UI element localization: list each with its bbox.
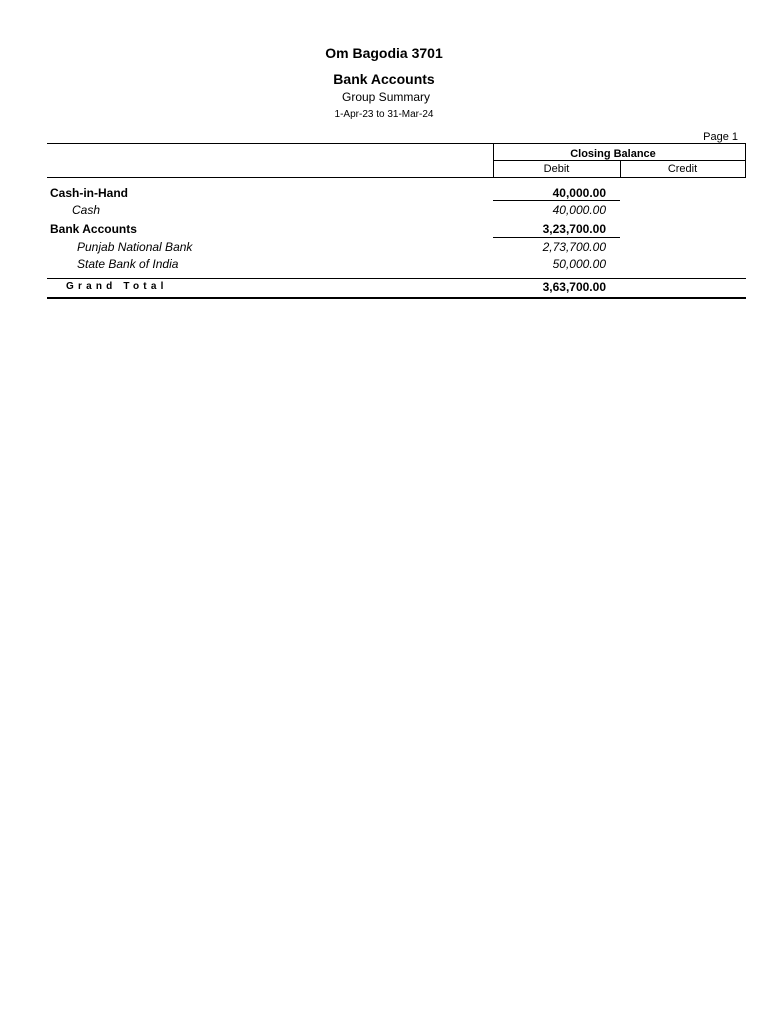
ledger-row-label: Cash [72,203,101,217]
report-subtitle: Group Summary [342,90,431,104]
group-row-debit: 3,23,700.00 [542,222,606,236]
credit-column-header: Credit [667,163,698,175]
ledger-row-debit: 40,000.00 [552,203,606,217]
ledger-row-label: State Bank of India [77,257,179,271]
header-top-rule [47,143,746,144]
ledger-row-debit: 2,73,700.00 [542,240,606,254]
group-row-label: Bank Accounts [50,222,137,236]
report-period: 1-Apr-23 to 31-Mar-24 [334,109,434,120]
subtotal-rule [493,200,620,201]
grand-total-bottom-rule [47,297,746,299]
grand-total-label: Grand Total [66,281,168,292]
group-row-debit: 40,000.00 [552,186,606,200]
header-bottom-rule [47,177,746,178]
closing-balance-header: Closing Balance [570,148,656,160]
subtotal-rule [493,237,620,238]
company-name: Om Bagodia 3701 [325,45,443,61]
ledger-row-label: Punjab National Bank [77,240,193,254]
debit-column-header: Debit [543,163,570,175]
column-right-border [745,143,746,178]
grand-total-debit: 3,63,700.00 [542,280,606,294]
group-row-label: Cash-in-Hand [50,186,128,200]
ledger-row-debit: 50,000.00 [552,257,606,271]
page-number: Page 1 [703,131,738,143]
grand-total-top-rule [47,278,746,279]
report-title: Bank Accounts [333,71,435,87]
